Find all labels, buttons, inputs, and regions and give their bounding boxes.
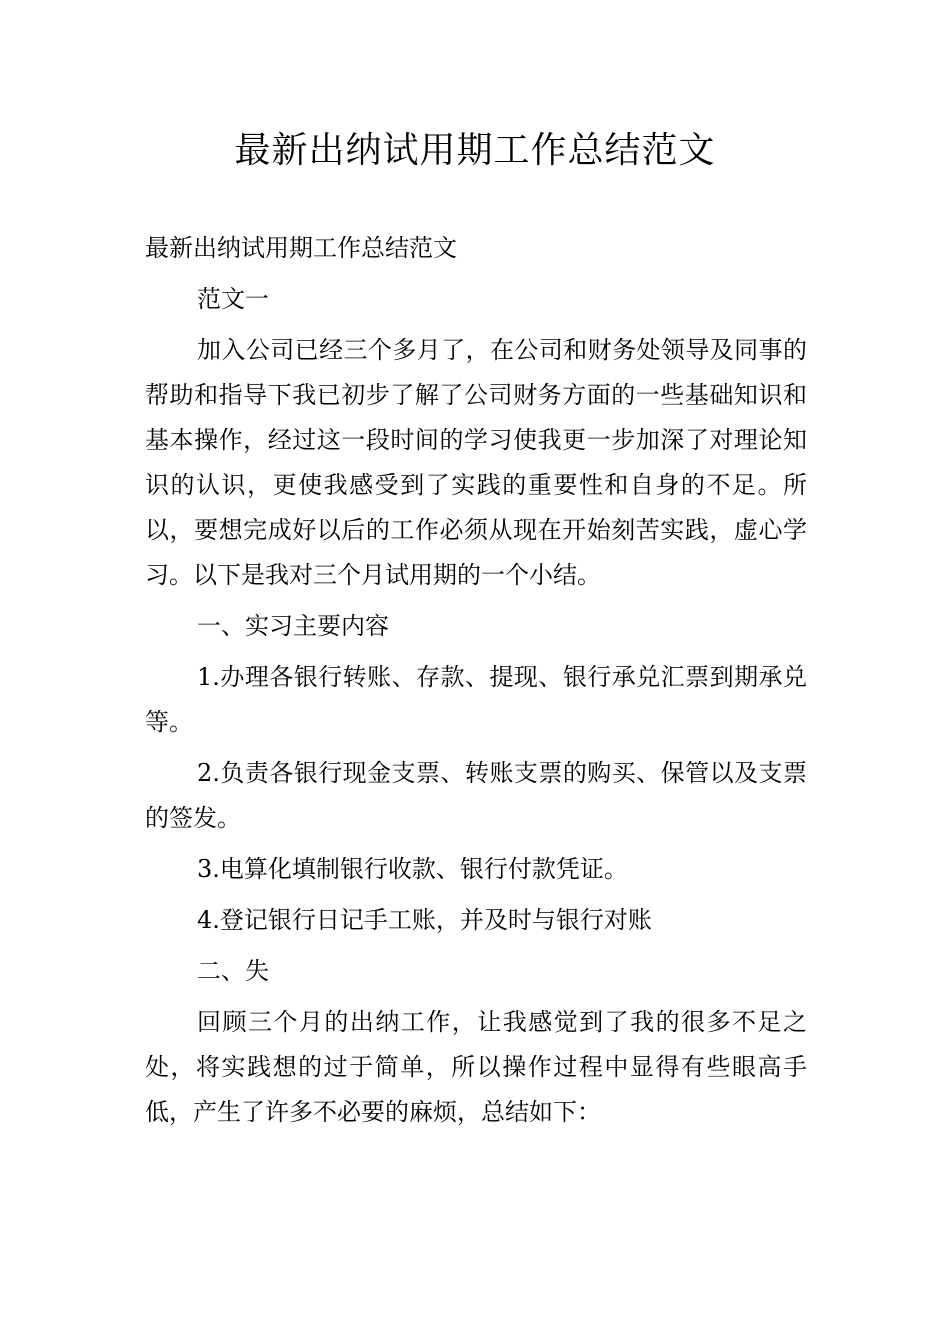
paragraph-heading-2: 二、失 — [197, 957, 269, 985]
paragraph-item-1: 1.办理各银行转账、存款、提现、银行承兑汇票到期承兑等。 — [145, 663, 807, 736]
paragraph-item-4: 4.登记银行日记手工账，并及时与银行对账 — [197, 906, 652, 934]
paragraph-heading-1: 一、实习主要内容 — [197, 612, 389, 640]
paragraph-review: 回顾三个月的出纳工作，让我感觉到了我的很多不足之处，将实践想的过于简单，所以操作过程中显得有些眼高手低，产生了许多不必要的麻烦，总结如下： — [145, 1008, 807, 1126]
paragraph-intro: 加入公司已经三个多月了，在公司和财务处领导及同事的帮助和指导下我已初步了解了公司财务方面的一些基础知识和基本操作，经过这一段时间的学习使我更一步加深了对理论知识的认识，更使我感受到了实践的重要性和自身的不足。所以，要想完成好以后的工作必须从现在开始刻苦实践，虚心学习。以下是我对三个月试用期的一个小结。 — [145, 336, 807, 589]
document-title: 最新出纳试用期工作总结范文 — [234, 130, 716, 171]
paragraph-subtitle: 最新出纳试用期工作总结范文 — [145, 234, 457, 262]
paragraph-section-label: 范文一 — [197, 285, 269, 313]
paragraph-item-2: 2.负责各银行现金支票、转账支票的购买、保管以及支票的签发。 — [145, 759, 807, 832]
paragraph-item-3: 3.电算化填制银行收款、银行付款凭证。 — [197, 855, 628, 883]
document-body — [145, 226, 807, 1141]
